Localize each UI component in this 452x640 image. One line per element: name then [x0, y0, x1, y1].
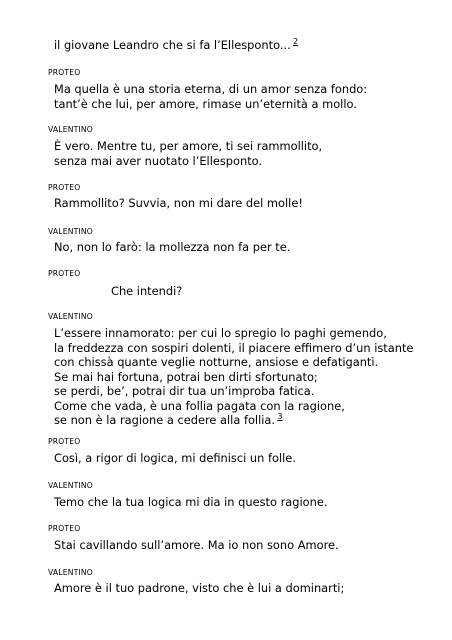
verse-line: [54, 196, 303, 210]
speaker-label: VALENTINO: [48, 481, 93, 490]
verse-line: [54, 413, 282, 427]
verse-line: [54, 399, 345, 413]
verse-text: Stai cavillando sull’amore. Ma io non sono Amore.: [54, 538, 339, 552]
verse-line: [54, 538, 339, 552]
speaker-label: VALENTINO: [48, 227, 93, 236]
verse-line: [54, 341, 413, 355]
speaker-label: PROTEO: [48, 437, 81, 446]
verse-text: L’essere innamorato: per cui lo spregio lo paghi gemendo,: [54, 326, 387, 340]
verse-text: tant’è che lui, per amore, rimase un’eternità a mollo.: [54, 96, 357, 111]
verse-text: senza mai aver nuotato l’Ellesponto.: [54, 153, 263, 168]
verse-text: con chissà quante veglie notturne, ansiose e defatiganti.: [54, 355, 379, 369]
verse-text: se non è la ragione a cedere alla follia.: [54, 413, 276, 427]
verse-text: Se mai hai fortuna, potrai ben dirti sfortunato;: [54, 369, 318, 384]
footnote-link[interactable]: 3: [277, 412, 283, 422]
verse-line: [54, 370, 318, 384]
verse-text: Ma quella è una storia eterna, di un amor senza fondo:: [54, 82, 368, 96]
verse-text: Amore è il tuo padrone, visto che è lui a dominarti;: [54, 581, 345, 595]
verse-text: Come che vada, è una follia pagata con la ragione,: [54, 398, 345, 413]
verse-line: [54, 82, 367, 96]
speaker-label: VALENTINO: [48, 125, 93, 134]
speaker-label: PROTEO: [48, 524, 81, 533]
verse-text: la freddezza con sospiri dolenti, il piacere effimero d’un istante: [54, 340, 414, 355]
verse-text: Così, a rigor di logica, mi definisci un folle.: [54, 451, 296, 465]
verse-line: [111, 284, 182, 298]
verse-line: [54, 384, 314, 398]
verse-text: se perdi, be’, potrai dir tua un’improba fatica.: [54, 384, 315, 398]
verse-line: [54, 38, 298, 52]
verse-text: Temo che la tua logica mi dia in questo ragione.: [54, 495, 328, 509]
verse-text: È vero. Mentre tu, per amore, ti sei rammollito,: [54, 139, 323, 153]
verse-line: [54, 139, 322, 153]
speaker-label: PROTEO: [48, 269, 81, 278]
verse-line: [54, 154, 262, 168]
verse-line: [54, 326, 387, 340]
verse-line: [54, 240, 290, 254]
verse-line: [54, 495, 327, 509]
verse-line: [54, 97, 357, 111]
verse-line: [54, 581, 344, 595]
verse-text: il giovane Leandro che si fa l’Ellesponto...: [54, 38, 291, 52]
verse-line: [54, 451, 296, 465]
speaker-label: PROTEO: [48, 68, 81, 77]
verse-text: No, non lo farò: la mollezza non fa per te.: [54, 240, 291, 254]
verse-text: Che intendi?: [111, 284, 183, 298]
verse-line: [54, 355, 378, 369]
speaker-label: PROTEO: [48, 183, 81, 192]
verse-text: Rammollito? Suvvia, non mi dare del molle!: [54, 196, 303, 210]
footnote-link[interactable]: 2: [292, 37, 299, 47]
speaker-label: VALENTINO: [48, 568, 93, 577]
speaker-label: VALENTINO: [48, 312, 93, 321]
